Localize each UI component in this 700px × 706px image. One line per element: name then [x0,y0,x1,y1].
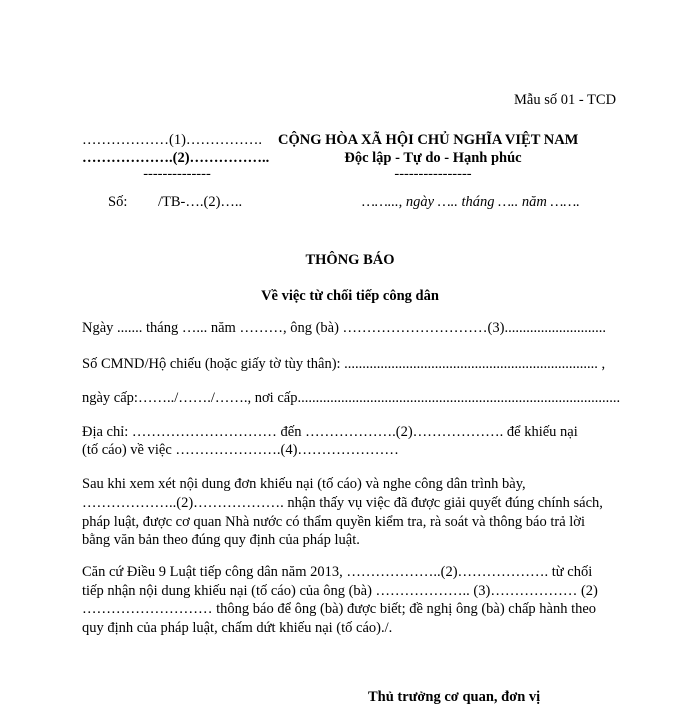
paragraph-2-line-1: Căn cứ Điều 9 Luật tiếp công dân năm 2013, ………………..(2)………………. từ chối [82,564,593,580]
paragraph-1-line-2: ………………..(2)………………. nhận thấy vụ việc đã được giải quyết đúng chính sách, [82,495,603,511]
form-code: Mẫu số 01 - TCD [514,92,617,108]
agency-divider: -------------- [143,166,211,182]
paragraph-2-line-4: quy định của pháp luật, chấm dứt khiếu nại (tố cáo)./. [82,620,393,636]
doc-number-value: /TB-….(2)….. [158,194,243,210]
body-issue-line: ngày cấp:……../……./……., nơi cấp......................................................................................... [82,390,621,406]
paragraph-1-line-4: bằng văn bản theo đúng quy định của pháp luật. [82,532,360,548]
paragraph-2-line-3: ……………………… thông báo để ông (bà) được biết; đề nghị ông (bà) chấp hành theo [82,601,597,617]
body-address-line-1: Địa chỉ: ………………………… đến ……………….(2)………………. để khiếu nại [82,424,578,440]
body-id-line: Số CMND/Hộ chiếu (hoặc giấy tờ tùy thân): ...................................................................... , [82,356,606,372]
national-divider: ---------------- [394,166,472,182]
paragraph-1-line-1: Sau khi xem xét nội dung đơn khiếu nại (tố cáo) và nghe công dân trình bày, [82,476,526,492]
body-address-line-2: (tố cáo) về việc ………………….(4)………………… [82,442,399,458]
agency-line-2: ……………….(2)…………….. [82,150,270,166]
agency-line-1: ………………(1)……………. [82,132,263,148]
paragraph-2-line-2: tiếp nhận nội dung khiếu nại (tố cáo) của ông (bà) ……………….. (3)……………… (2) [82,583,598,599]
place-date-line: ……..., ngày ….. tháng ….. năm ……. [362,194,580,210]
document-title: THÔNG BÁO [305,252,395,268]
signature-title: Thủ trưởng cơ quan, đơn vị [368,689,541,705]
body-date-line: Ngày ....... tháng …... năm ………, ông (bà) …………………………(3)............................ [82,320,606,336]
document-subject: Về việc từ chối tiếp công dân [261,288,439,304]
national-motto: Độc lập - Tự do - Hạnh phúc [344,150,522,166]
doc-number-label: Số: [108,194,128,210]
national-title: CỘNG HÒA XÃ HỘI CHỦ NGHĨA VIỆT NAM [278,132,579,148]
paragraph-1-line-3: pháp luật, được cơ quan Nhà nước có thẩm quyền kiểm tra, rà soát và thông báo trả lời [82,514,585,530]
